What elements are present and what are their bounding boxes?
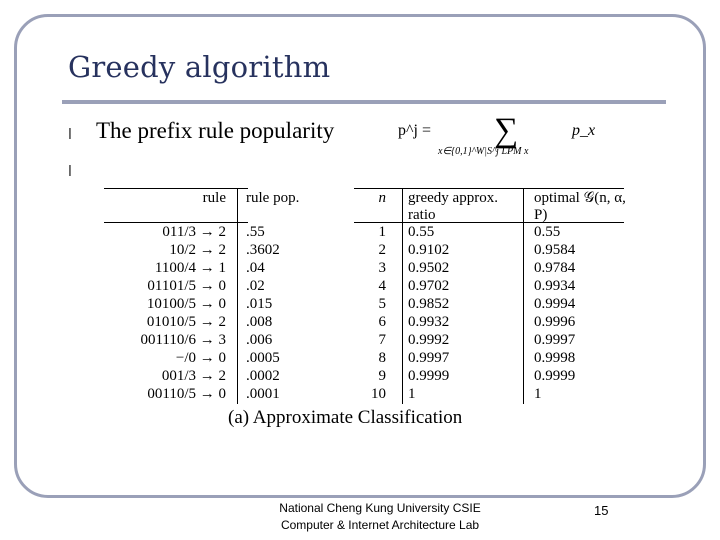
table-cell-optimal: 0.9994 [534, 296, 576, 312]
classification-table [104, 188, 624, 404]
table-cell-greedy: 0.9102 [408, 242, 450, 258]
table-cell-optimal: 0.9997 [534, 332, 576, 348]
table-cell-n: 4 [378, 278, 386, 294]
footer-line-2: Computer & Internet Architecture Lab [280, 518, 480, 532]
table-cell-greedy: 0.9932 [408, 314, 450, 330]
table-cell-pop: .006 [246, 332, 273, 348]
title-underline [62, 100, 666, 104]
table-cell-pop: .0002 [246, 368, 280, 384]
table-cell-greedy: 0.9999 [408, 368, 450, 384]
table-cell-optimal: 0.9934 [534, 278, 576, 294]
bullet-text-1: The prefix rule popularity [96, 118, 335, 143]
table-cell-greedy: 0.9502 [408, 260, 450, 276]
header-greedy: greedy approx. ratio [408, 190, 498, 223]
table-caption: (a) Approximate Classification [228, 407, 463, 428]
table-cell-rule: 011/3 → 2 [162, 224, 226, 240]
summation-sign: ∑ [494, 112, 519, 149]
table-cell-n: 10 [371, 386, 386, 402]
table-cell-rule: 001110/6 → 3 [140, 332, 226, 348]
table-cell-pop: .0005 [246, 350, 280, 366]
header-rule-pop: rule pop. [246, 190, 300, 206]
header-n: n [378, 190, 386, 206]
table-cell-pop: .008 [246, 314, 273, 330]
table-cell-n: 3 [378, 260, 386, 276]
table-cell-optimal: 0.9998 [534, 350, 576, 366]
table-cell-rule: 00110/5 → 0 [147, 386, 226, 402]
table-cell-greedy: 0.9852 [408, 296, 450, 312]
header-rule: rule [202, 190, 226, 206]
table-cell-n: 9 [378, 368, 386, 384]
table-cell-n: 8 [378, 350, 386, 366]
table-cell-greedy: 0.9997 [408, 350, 450, 366]
table-cell-rule: 001/3 → 2 [161, 368, 226, 384]
table-cell-n: 2 [378, 242, 386, 258]
table-cell-pop: .015 [246, 296, 273, 312]
footer-line-1: National Cheng Kung University CSIE [279, 501, 481, 515]
table-cell-greedy: 0.9992 [408, 332, 450, 348]
table-cell-rule: 01010/5 → 2 [146, 314, 226, 330]
col-divider-3 [523, 188, 524, 404]
popularity-formula [398, 112, 598, 166]
bullet-marker-2: l [68, 164, 72, 180]
table-cell-pop: .3602 [246, 242, 280, 258]
table-cell-pop: .0001 [246, 386, 280, 402]
formula-subscript: x∈{0,1}^W|S^j LPM x [438, 146, 529, 157]
table-cell-rule: 10/2 → 2 [169, 242, 226, 258]
table-cell-n: 1 [378, 224, 386, 240]
table-top-border-left [104, 188, 248, 189]
table-cell-greedy: 0.55 [408, 224, 435, 240]
bullet-marker-1: l [68, 127, 72, 143]
slide-title: Greedy algorithm [68, 50, 331, 84]
table-cell-rule: 1100/4 → 1 [154, 260, 226, 276]
header-rule-left [104, 222, 248, 223]
footer [0, 500, 720, 534]
table-cell-rule: 01101/5 → 0 [147, 278, 226, 294]
formula-lhs: p^j = [398, 122, 431, 139]
table-cell-optimal: 0.55 [534, 224, 561, 240]
table-cell-rule: 10100/5 → 0 [146, 296, 226, 312]
table-cell-rule: −/0 → 0 [175, 350, 226, 366]
table-cell-optimal: 0.9784 [534, 260, 576, 276]
header-optimal: optimal 𝒢(n, α, P) [534, 190, 626, 223]
table-cell-optimal: 1 [534, 386, 542, 402]
table-cell-optimal: 0.9996 [534, 314, 576, 330]
table-cell-n: 5 [378, 296, 386, 312]
table-cell-optimal: 0.9584 [534, 242, 576, 258]
col-divider-2 [402, 188, 403, 404]
table-cell-pop: .02 [246, 278, 265, 294]
table-cell-pop: .55 [246, 224, 265, 240]
table-cell-optimal: 0.9999 [534, 368, 576, 384]
col-divider-1 [237, 188, 238, 404]
table-cell-greedy: 0.9702 [408, 278, 450, 294]
table-cell-pop: .04 [246, 260, 265, 276]
table-top-border-right [354, 188, 624, 189]
table-cell-greedy: 1 [408, 386, 416, 402]
formula-term: p_x [572, 122, 596, 139]
page-number: 15 [594, 503, 609, 518]
table-cell-n: 7 [378, 332, 386, 348]
table-cell-n: 6 [378, 314, 386, 330]
